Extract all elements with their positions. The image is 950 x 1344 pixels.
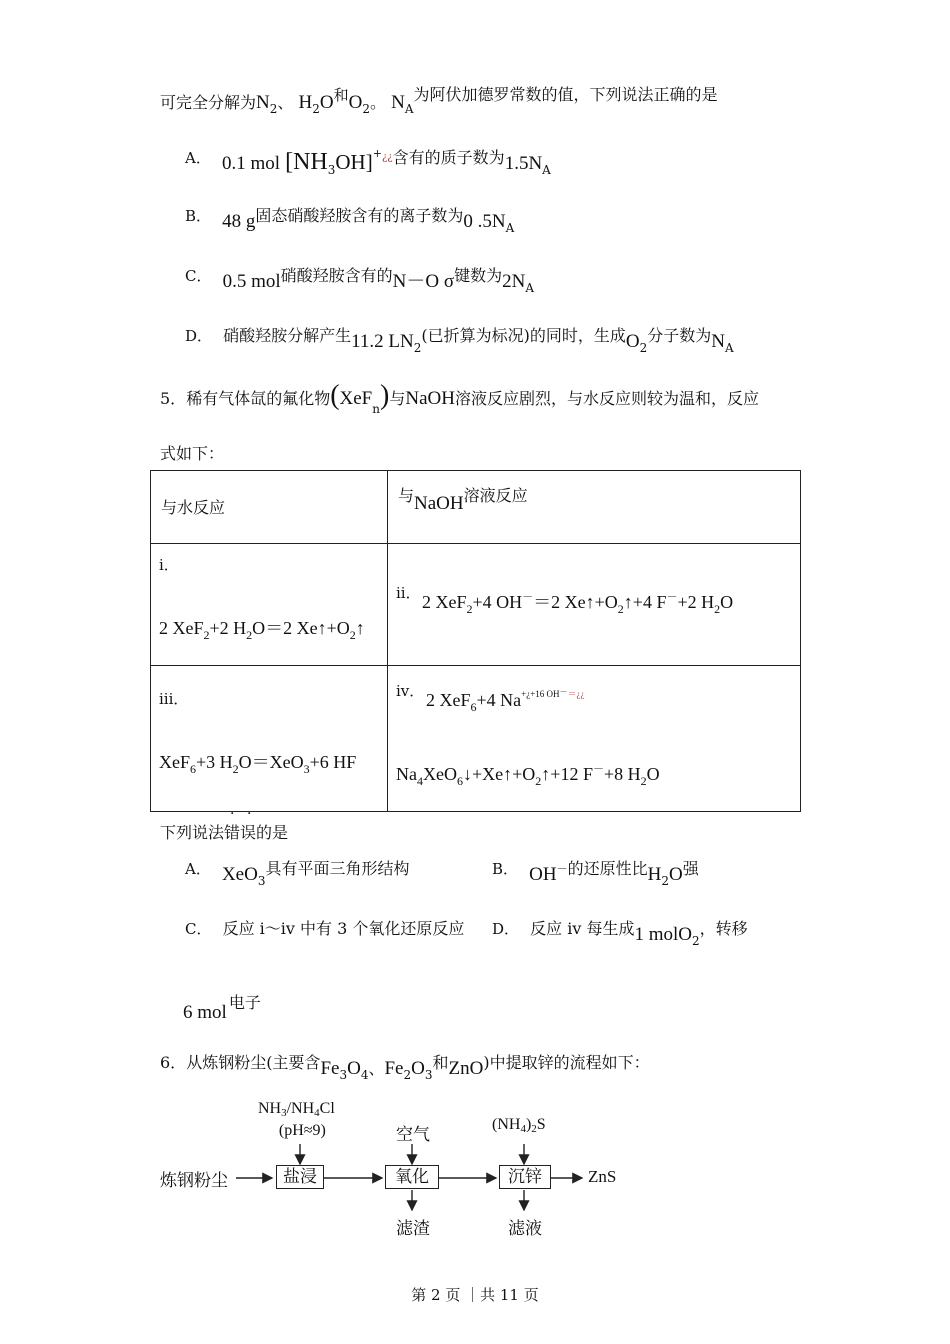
q5-option-d: D． 反应 iv 每生成1 molO$_2$，转移: [492, 919, 748, 948]
q5-option-d-continued: 6 mol 电子: [183, 993, 261, 1023]
q5-stem: 5．稀有气体氙的氟化物(XeF$_n$)与NaOH溶液反应剧烈，与水反应则较为温和，反应: [160, 380, 759, 416]
emphasis-dot: ·: [230, 806, 235, 822]
q5-option-c: C． 反应 i～iv 中有 3 个氧化还原反应: [185, 919, 465, 938]
reaction-iv-equation-line1: 2 XeF$_6$+4 $Na^{+¿+16 OH-=¿¿}$: [426, 687, 585, 714]
q5-option-b: B． OH－的还原性比$H_2O$强: [492, 859, 699, 888]
table-header-naoh: 与NaOH溶液反应: [388, 471, 801, 544]
reaction-i-equation: 2 XeF$_2$+2 $H_2O=2$ $Xe↑+O_2↑$: [159, 618, 365, 642]
flow-output-residue: 滤渣: [396, 1219, 430, 1239]
flow-start-label: 炼钢粉尘: [160, 1171, 228, 1191]
table-cell-reaction-iv: iv． 2 XeF$_6$+4 $Na^{+¿+16 OH-=¿¿}$ $Na_4XeO_6↓+Xe↑+O_2↑+12$ F－+8 $H_2O$: [388, 666, 801, 812]
table-header-water: 与水反应: [151, 471, 388, 544]
flow-input-ammonium-sulfide: $(NH_4)_2S$: [492, 1116, 546, 1135]
flow-input-air: 空气: [396, 1125, 430, 1145]
reaction-ii-equation: 2 XeF$_2$+4 OH－＝2 $Xe↑+O_2↑+4$ F－+2 $H_2O$: [422, 591, 734, 616]
flow-box-oxidation: 氧化: [385, 1165, 439, 1189]
q4-option-a: A． 0.1 mol $[NH_3OH]^{+¿¿}$含有的质子数为$1.5N_A$: [185, 147, 551, 177]
flow-box-salt-leach: 盐浸: [276, 1165, 324, 1189]
q4-option-c: C． 0.5 mol硝酸羟胺含有的N－O σ键数为$2N_A$: [185, 266, 535, 295]
reaction-iv-equation-line2: $Na_4XeO_6↓+Xe↑+O_2↑+12$ F－+8 $H_2O$: [396, 763, 660, 788]
flow-box-zinc-precipitation: 沉锌: [499, 1165, 551, 1189]
table-cell-reaction-ii: ii． 2 XeF$_2$+4 OH－＝2 $Xe↑+O_2↑+4$ F－+2 $H_2O$: [388, 544, 801, 666]
reaction-iii-equation: XeF$_6$+3 $H_2O=XeO_3+6$ HF: [159, 752, 357, 776]
flow-input-reagent-1: $NH_3/NH_4Cl$ (pH≈9): [258, 1100, 335, 1139]
q5-stem-line2: 式如下：: [160, 444, 225, 463]
table-cell-reaction-iii: iii． XeF$_6$+3 $H_2O=XeO_3+6$ HF: [151, 666, 388, 812]
q6-stem: 6．从炼钢粉尘(主要含$Fe_3O_4$、$Fe_2O_3$和ZnO)中提取锌的流程如下：: [160, 1053, 650, 1082]
reaction-table: [150, 470, 801, 812]
q4-option-b: B． 48 g固态硝酸羟胺含有的离子数为0 $.5N_A$: [185, 206, 515, 235]
table-cell-reaction-i: i． 2 XeF$_2$+2 $H_2O=2$ $Xe↑+O_2↑$: [151, 544, 388, 666]
q5-question: 下列说法错误的是: [160, 823, 289, 842]
page-footer: 第 2 页 ｜共 11 页: [411, 1286, 539, 1304]
q5-option-a: A． XeO$_3$具有平面三角形结构: [185, 859, 410, 888]
flow-end-label: ZnS: [588, 1167, 617, 1186]
flow-output-filtrate: 滤液: [508, 1219, 542, 1239]
emphasis-dot: ·: [247, 806, 252, 822]
intro-line: 可完全分解为$N_2$、 $H_2O$和$O_2$。 $N_A$为阿伏加德罗常数的值，下列说法正确的是: [160, 85, 718, 116]
zinc-extraction-flowchart: [160, 1100, 640, 1245]
q4-option-d: D． 硝酸羟胺分解产生11.2 $LN_2$(已折算为标况)的同时，生成$O_2$分子数为$N_A$: [185, 326, 734, 355]
